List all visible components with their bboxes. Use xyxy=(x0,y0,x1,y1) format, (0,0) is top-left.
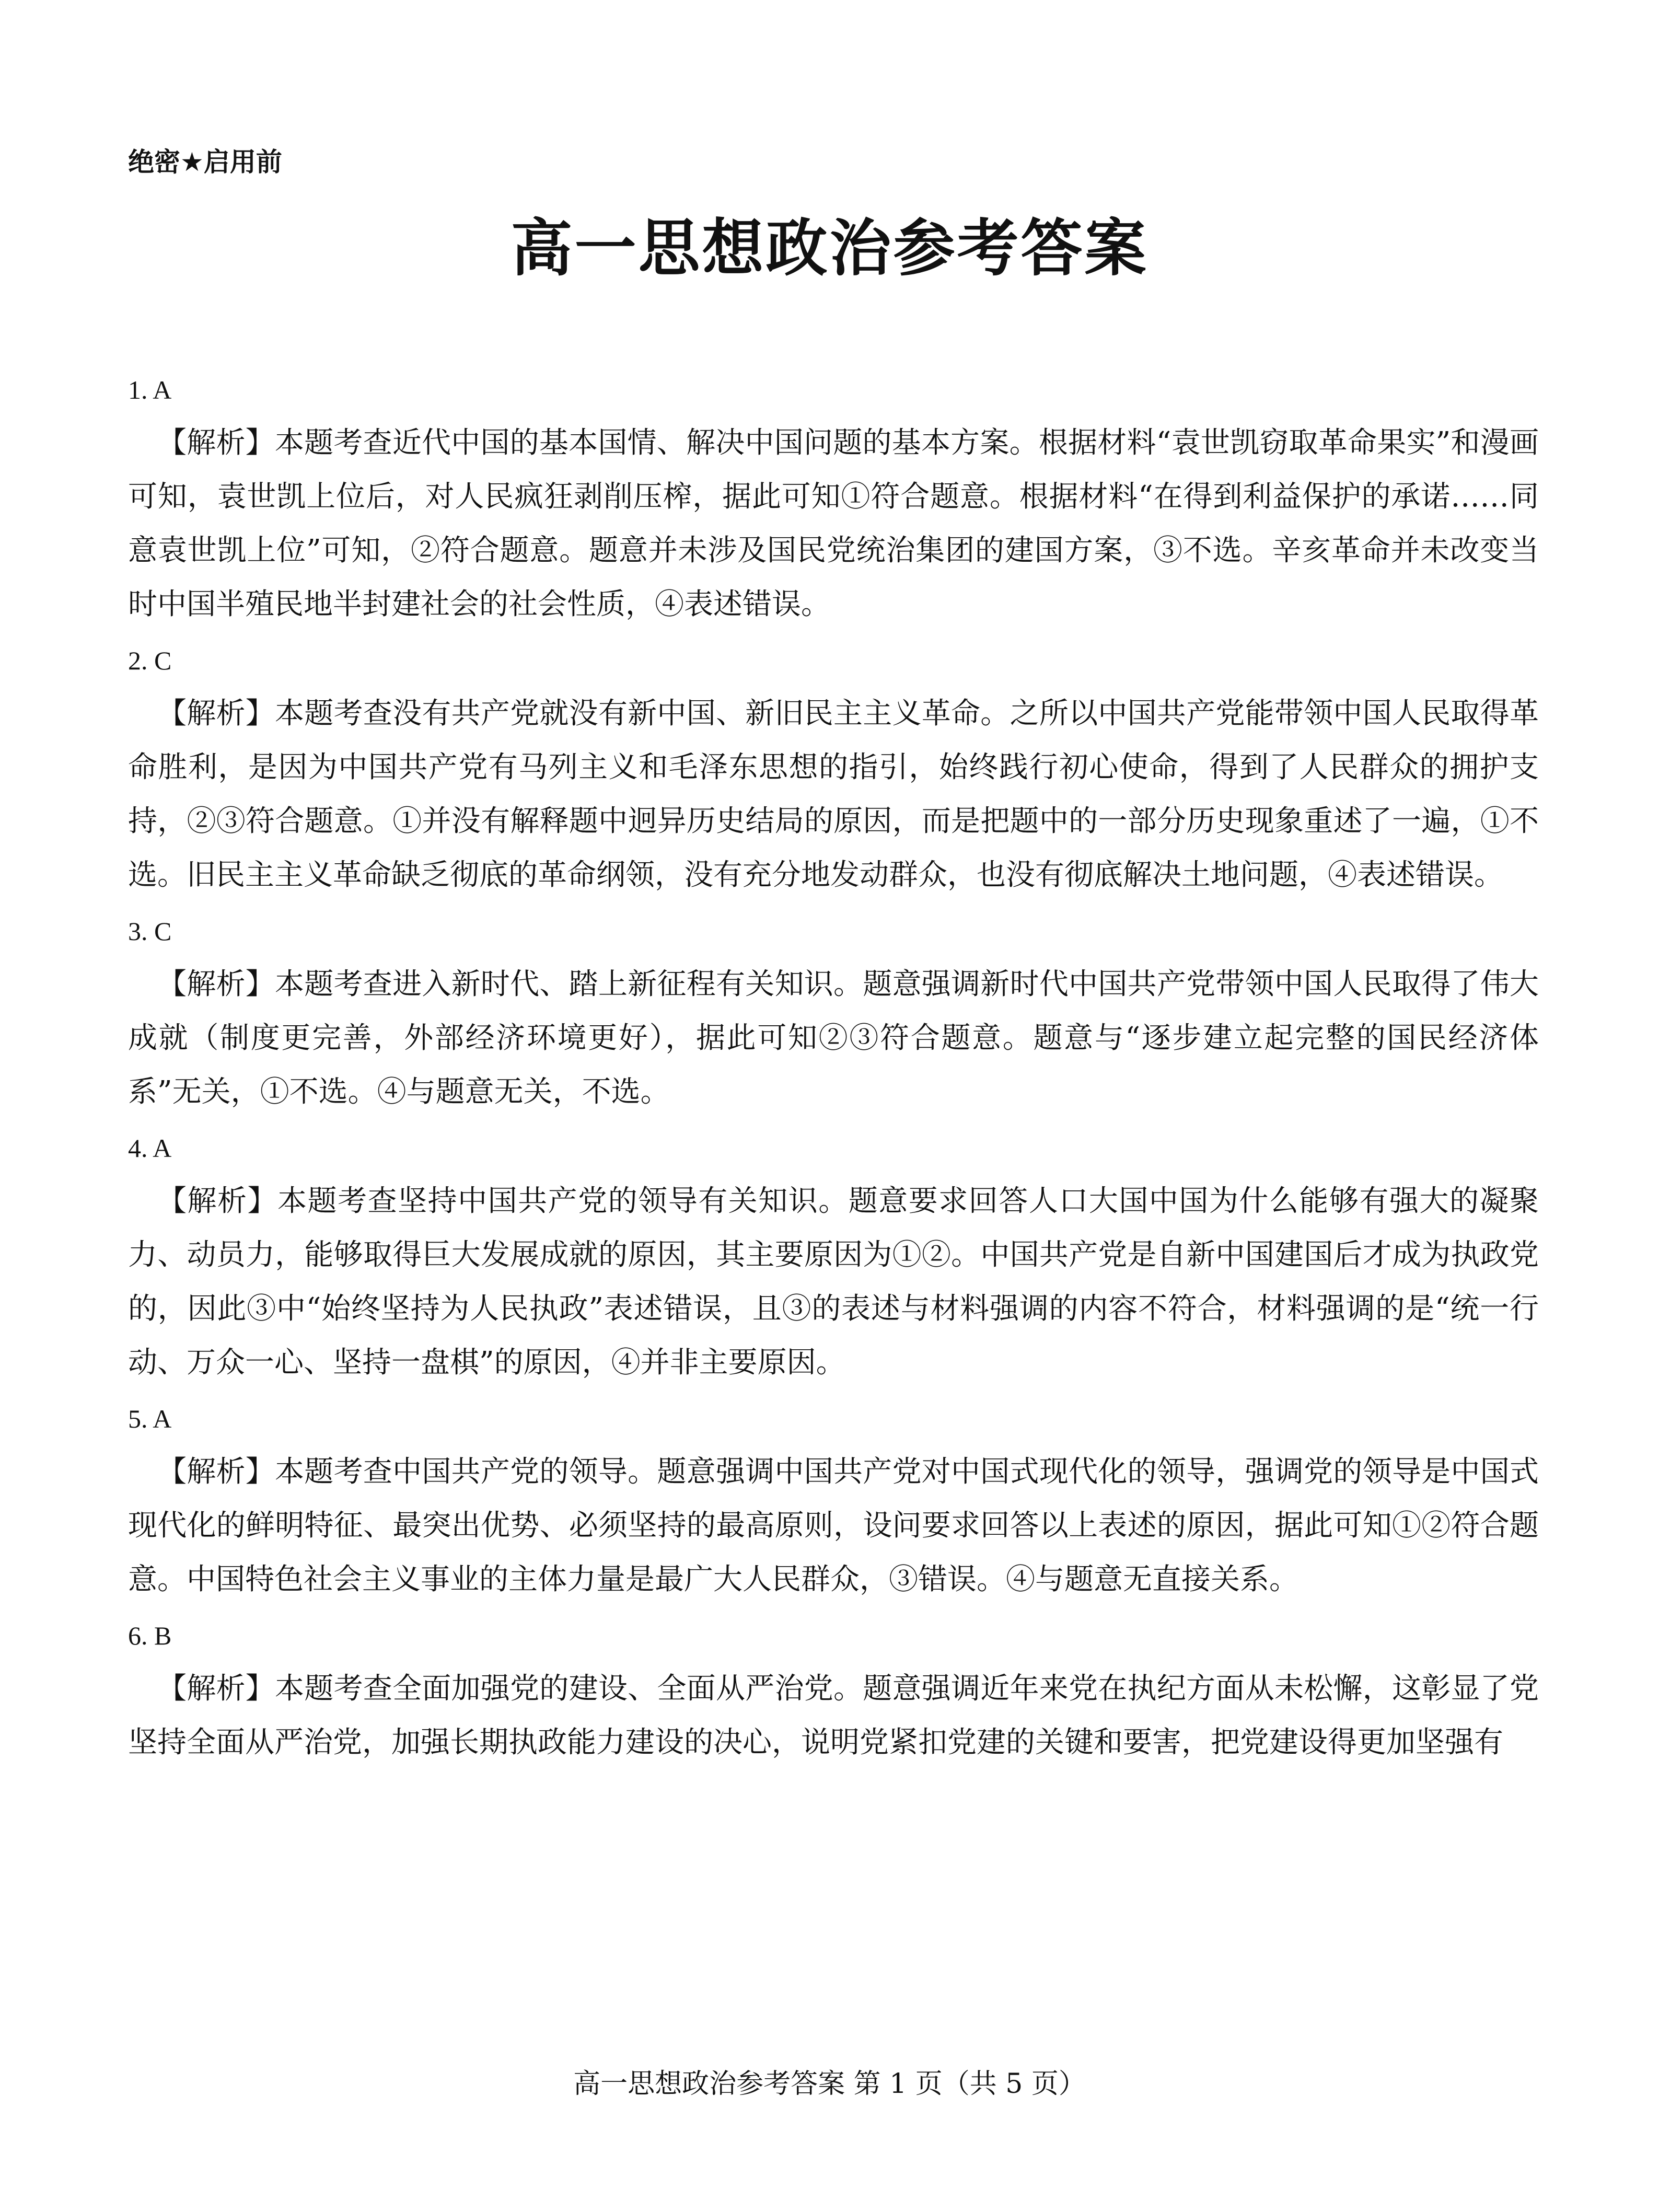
confidential-label: 绝密★启用前 xyxy=(128,147,282,177)
answer-list xyxy=(128,361,1539,1775)
question-analysis: 【解析】本题考查中国共产党的领导。题意强调中国共产党对中国式现代化的领导，强调党的领导是中国式现代化的鲜明特征、最突出优势、必须坚持的最高原则，设问要求回答以上表述的原因，据此可知①②符合题意。中国特色社会主义事业的主体力量是最广大人民群众，③错误。④与题意无直接关系。 xyxy=(128,1455,1539,1596)
question-item-3 xyxy=(128,909,1539,1119)
question-analysis: 【解析】本题考查没有共产党就没有新中国、新旧民主主义革命。之所以中国共产党能带领中国人民取得革命胜利，是因为中国共产党有马列主义和毛泽东思想的指引，始终践行初心使命，得到了人民群众的拥护支持，②③符合题意。①并没有解释题中迥异历史结局的原因，而是把题中的一部分历史现象重述了一遍，①不选。旧民主主义革命缺乏彻底的革命纲领，没有充分地发动群众，也没有彻底解决土地问题，④表述错误。 xyxy=(128,697,1539,892)
question-number: 3. C xyxy=(128,917,172,946)
question-number: 1. A xyxy=(128,375,172,404)
question-item-6 xyxy=(128,1614,1539,1769)
question-analysis: 【解析】本题考查近代中国的基本国情、解决中国问题的基本方案。根据材料“袁世凯窃取革命果实”和漫画可知，袁世凯上位后，对人民疯狂剥削压榨，据此可知①符合题意。根据材料“在得到利益保护的承诺……同意袁世凯上位”可知，②符合题意。题意并未涉及国民党统治集团的建国方案，③不选。辛亥革命并未改变当时中国半殖民地半封建社会的社会性质，④表述错误。 xyxy=(128,426,1539,621)
question-analysis: 【解析】本题考查坚持中国共产党的领导有关知识。题意要求回答人口大国中国为什么能够有强大的凝聚力、动员力，能够取得巨大发展成就的原因，其主要原因为①②。中国共产党是自新中国建国后才成为执政党的，因此③中“始终坚持为人民执政”表述错误，且③的表述与材料强调的内容不符合，材料强调的是“统一行动、万众一心、坚持一盘棋”的原因，④并非主要原因。 xyxy=(128,1184,1539,1380)
question-item-2 xyxy=(128,639,1539,902)
question-number: 2. C xyxy=(128,646,172,675)
question-number: 6. B xyxy=(128,1621,172,1650)
question-number: 5. A xyxy=(128,1404,172,1433)
question-item-5 xyxy=(128,1397,1539,1606)
page-footer: 高一思想政治参考答案 第 1 页（共 5 页） xyxy=(573,2068,1086,2100)
question-item-4 xyxy=(128,1126,1539,1389)
question-number: 4. A xyxy=(128,1133,172,1163)
question-analysis: 【解析】本题考查进入新时代、踏上新征程有关知识。题意强调新时代中国共产党带领中国人民取得了伟大成就（制度更完善，外部经济环境更好），据此可知②③符合题意。题意与“逐步建立起完整的国民经济体系”无关，①不选。④与题意无关，不选。 xyxy=(128,967,1539,1109)
question-analysis: 【解析】本题考查全面加强党的建设、全面从严治党。题意强调近年来党在执纪方面从未松懈，这彰显了党坚持全面从严治党，加强长期执政能力建设的决心，说明党紧扣党建的关键和要害，把党建设得更加坚强有 xyxy=(128,1672,1539,1759)
question-item-1 xyxy=(128,368,1539,631)
page-title: 高一思想政治参考答案 xyxy=(511,212,1148,284)
